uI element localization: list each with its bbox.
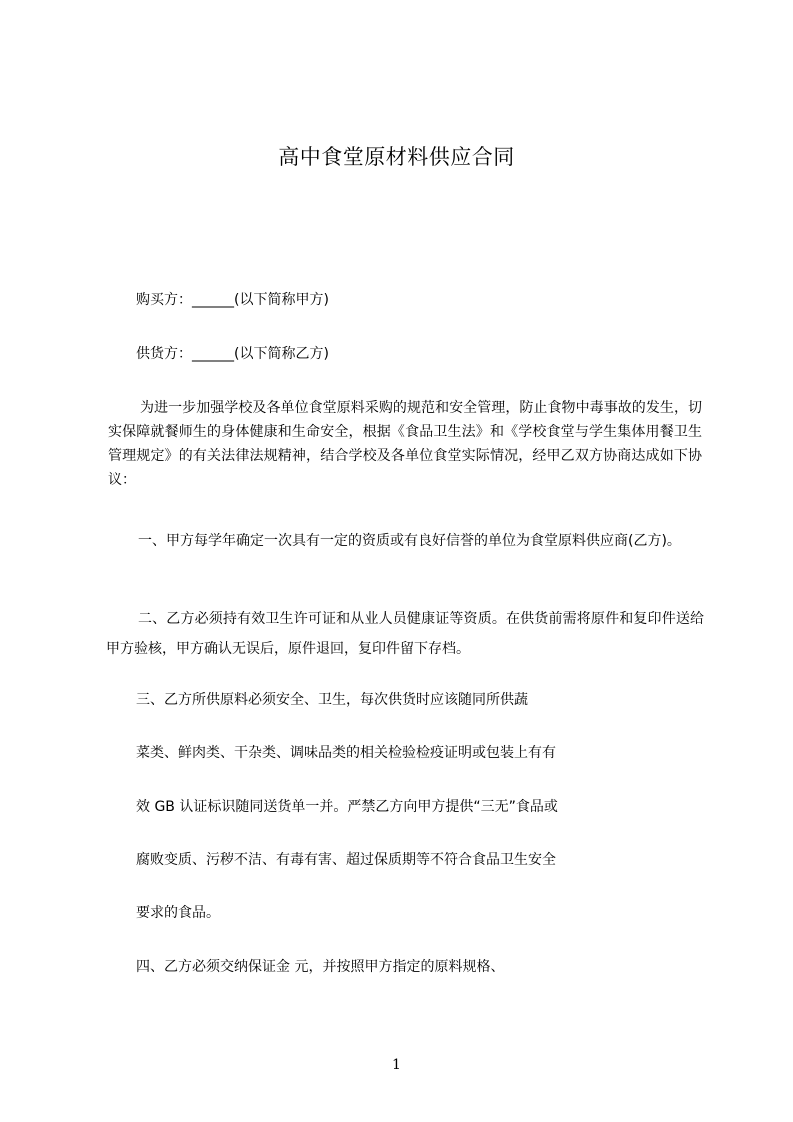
intro-paragraph: 为进一步加强学校及各单位食堂原料采购的规范和安全管理，防止食物中毒事故的发生，切实保障就餐师生的身体健康和生命安全，根据《食品卫生法》和《学校食堂与学生集体用餐卫生管理规定》的有关法律法规精神，结合学校及各单位食堂实际情况，经甲乙双方协商达成如下协议： [108, 400, 702, 488]
page-number: 1 [392, 1057, 401, 1073]
supplier-line: 供货方：______(以下简称乙方) [136, 346, 329, 362]
clause-1-paragraph: 一、甲方每学年确定一次具有一定的资质或有良好信誉的单位为食堂原料供应商(乙方)。 [138, 533, 681, 549]
document-title: 高中食堂原材料供应合同 [278, 145, 515, 169]
buyer-line: 购买方：______(以下简称甲方) [136, 292, 329, 308]
clause-3-line-4: 腐败变质、污秽不洁、有毒有害、超过保质期等不符合食品卫生安全 [136, 852, 556, 868]
clause-3-line-2: 菜类、鲜肉类、干杂类、调味品类的相关检验检疫证明或包装上有有 [136, 745, 556, 761]
clause-2-paragraph: 二、乙方必须持有效卫生许可证和从业人员健康证等资质。在供货前需将原件和复印件送给甲方验核，甲方确认无误后，原件退回，复印件留下存档。 [106, 611, 704, 657]
clause-4-line: 四、乙方必须交纳保证金 元，并按照甲方指定的原料规格、 [136, 959, 505, 975]
clause-3-line-5: 要求的食品。 [136, 905, 220, 921]
clause-3-line-1: 三、乙方所供原料必须安全、卫生，每次供货时应该随同所供蔬 [136, 692, 528, 708]
clause-3-line-3: 效 GB 认证标识随同送货单一并。严禁乙方向甲方提供“三无”食品或 [136, 799, 558, 815]
